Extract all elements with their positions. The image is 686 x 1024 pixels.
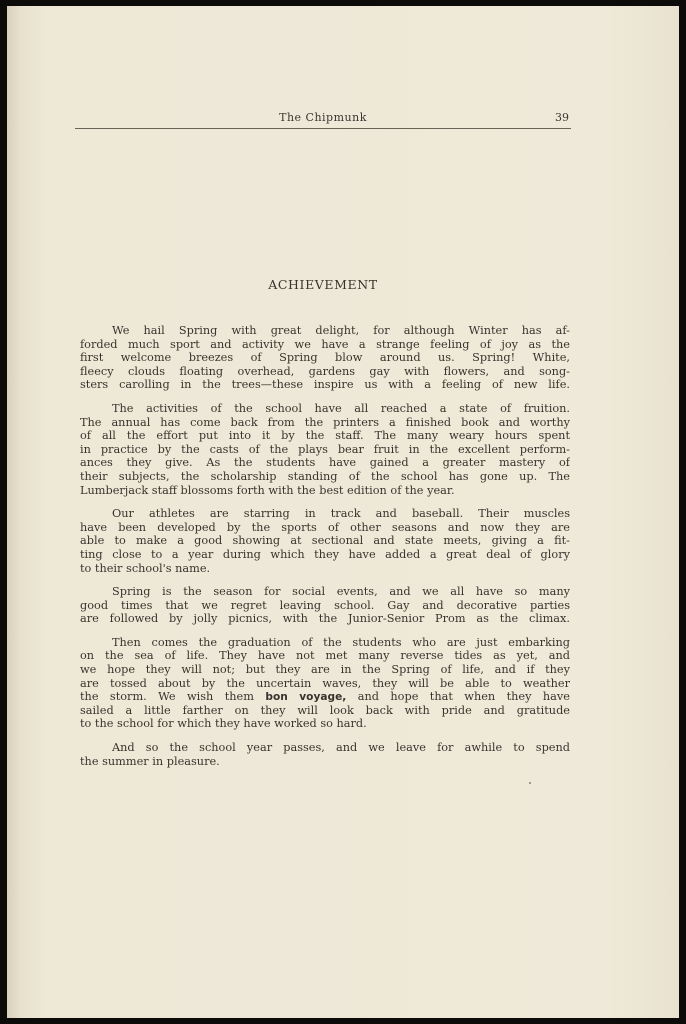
article-body [80, 324, 570, 778]
text-line: The activities of the school have all reached a state of fruition. [112, 401, 570, 415]
text-line: able to make a good showing at sectional and state meets, giving a fit- [80, 534, 570, 548]
book-page [7, 6, 679, 1018]
text-line: Our athletes are starring in track and baseball. Their muscles [112, 507, 570, 521]
page-number: 39 [555, 111, 569, 124]
text-line: sailed a little farther on they will look back with pride and gratitude [80, 703, 570, 717]
text-line: We hail Spring with great delight, for although Winter has af- [112, 324, 570, 337]
text-line: to their school's name. [80, 561, 211, 575]
text-line: the summer in pleasure. [80, 754, 220, 768]
text-line: of all the effort put into it by the staff. The many weary hours spent [80, 429, 570, 443]
text-line: ting close to a year during which they have added a great deal of glory [80, 547, 570, 561]
text-line: forded much sport and activity we have a strange feeling of joy as the [80, 337, 570, 351]
text-line: And so the school year passes, and we leave for awhile to spend [112, 741, 570, 755]
text-line: ances they give. As the students have gained a greater mastery of [80, 456, 570, 470]
paragraph-2 [80, 402, 570, 497]
text-line: Then comes the graduation of the students who are just embarking [112, 635, 570, 649]
text-line: have been developed by the sports of other seasons and now they are [80, 520, 570, 534]
paragraph-1 [80, 324, 570, 392]
text-line: are followed by jolly picnics, with the Junior-Senior Prom as the climax. [80, 612, 570, 626]
text-line: in practice by the casts of the plays bear fruit in the excellent perform- [80, 442, 570, 456]
paper-speck [529, 782, 531, 784]
paragraph-6 [80, 741, 570, 768]
text-line: Lumberjack staff blossoms forth with the best edition of the year. [80, 483, 455, 497]
text-line [80, 690, 570, 704]
paragraph-4 [80, 585, 570, 626]
text-line: we hope they will not; but they are in the Spring of life, and if they [80, 663, 570, 677]
paragraph-5 [80, 636, 570, 731]
text-line: fleecy clouds floating overhead, gardens gay with flowers, and song- [80, 364, 570, 378]
paragraph-3 [80, 507, 570, 575]
text-line: good times that we regret leaving school. Gay and decorative parties [80, 598, 570, 612]
text-line: sters carolling in the trees—these inspire us with a feeling of new life. [80, 378, 570, 392]
text-line: to the school for which they have worked so hard. [80, 717, 367, 731]
publication-title: The Chipmunk [279, 111, 367, 124]
text-segment: the storm. We wish them [80, 690, 266, 704]
running-header [75, 110, 571, 129]
text-line: are tossed about by the uncertain waves, they will be able to weather [80, 676, 570, 690]
text-line: first welcome breezes of Spring blow around us. Spring! White, [80, 351, 570, 365]
bon-voyage-bold: bon voyage, [265, 691, 347, 704]
text-segment: and hope that when they have [346, 690, 570, 704]
article-heading: ACHIEVEMENT [268, 277, 378, 292]
text-line: Spring is the season for social events, and we all have so many [112, 585, 570, 599]
text-line: their subjects, the scholarship standing of the school has gone up. The [80, 469, 570, 483]
text-line: The annual has come back from the printers a finished book and worthy [80, 415, 570, 429]
text-line: on the sea of life. They have not met many reverse tides as yet, and [80, 649, 570, 663]
